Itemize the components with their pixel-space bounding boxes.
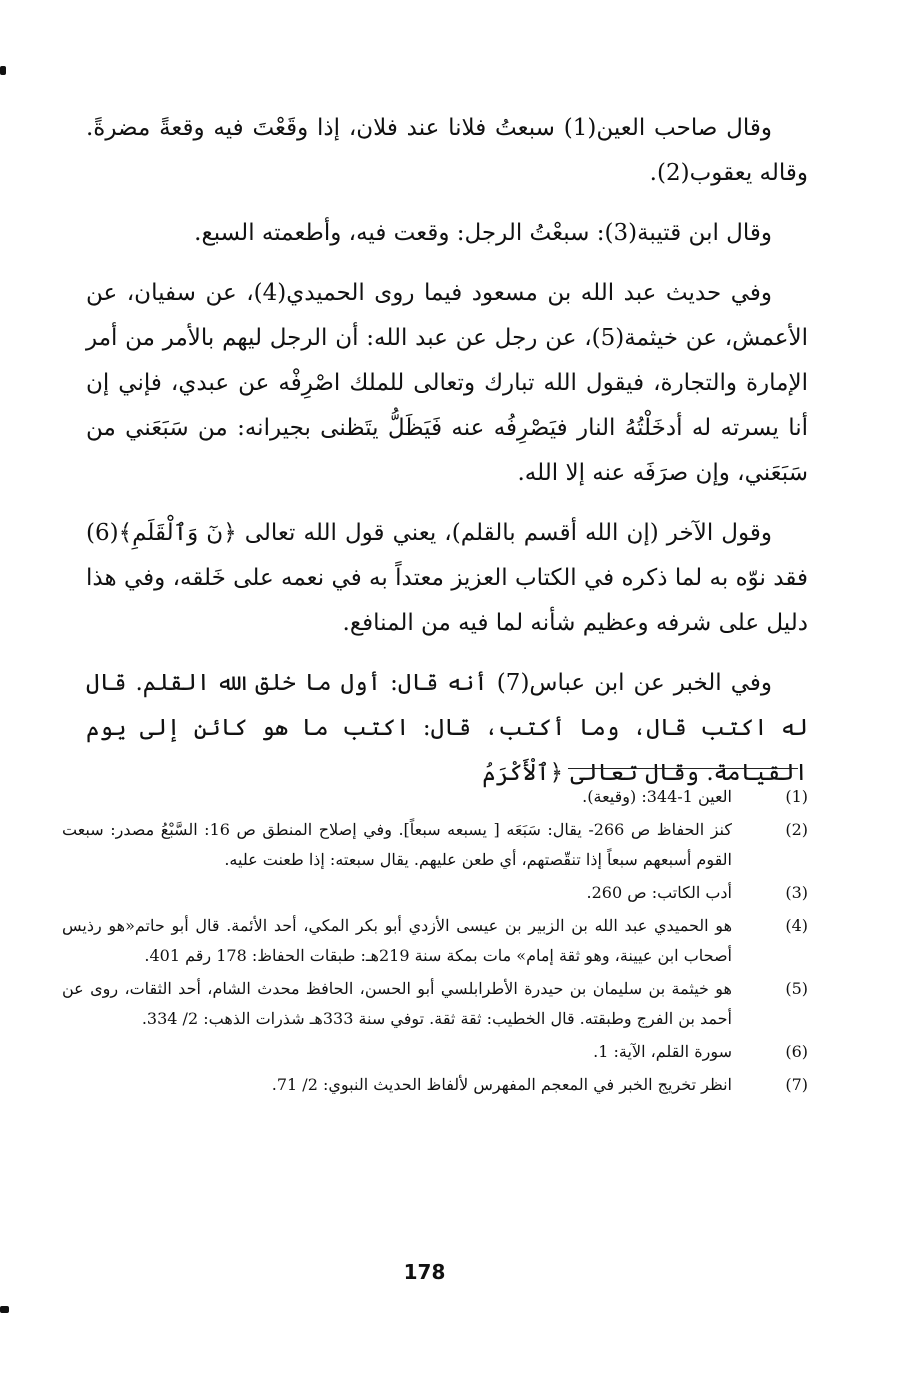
footnote-number: (6)	[785, 1042, 808, 1061]
footnote-number: (1)	[785, 787, 808, 806]
paragraph: وقال ابن قتيبة(3): سبعْتُ الرجل: وقعت فيه، وأطعمته السبع.	[194, 220, 772, 246]
paragraph: وقال صاحب العين(1) سبعتُ فلانا عند فلان، إذا وقَعْتَ فيه وقعةً مضرةً. وقاله يعقوب(2).	[86, 115, 808, 186]
footnote-text: أدب الكاتب: ص 260.	[586, 883, 732, 902]
footnote-number: (4)	[785, 916, 808, 935]
paragraph: وقول الآخر (إن الله أقسم بالقلم)، يعني قول الله تعالى ﴿نٓ وَٱلْقَلَمِ﴾(6) فقد نوّه به لما ذكره في الكتاب العزيز معتداً به في نعمه على خَلقه، وفي هذا دليل على شرفه وعظيم شأنه لما فيه من المنافع.	[86, 520, 808, 636]
footnote-text: كنز الحفاظ ص 266- يقال: سَبَعَه [ يسبعه سبعاً]. وفي إصلاح المنطق ص 16: السَّبْعُ مصدر: سبعت القوم أسبعهم سبعاً إذا تنقّصتهم، أي طعن عليهم. يقال سبعته: إذا طعنت عليه.	[62, 820, 732, 869]
paragraph: وفي الخبر عن ابن عباس(7) أنه قال: أول ما خلق الله القلم. قال له اكتب قال، وما أكتب، قال: اكتب ما هو كائن إلى يوم القيامة. وقال تعالى ﴿ٱلْأَكْرَمُ	[86, 670, 808, 786]
footnote	[62, 911, 808, 971]
scan-mark-top	[0, 66, 6, 75]
footnote	[62, 974, 808, 1034]
footnote-text: العين 1-344: (وقيعة).	[582, 787, 732, 806]
footnote	[62, 815, 808, 875]
paragraph: وفي حديث عبد الله بن مسعود فيما روى الحميدي(4)، عن سفيان، عن الأعمش، عن خيثمة(5)، عن رجل عن عبد الله: أن الرجل ليهم بالأمر من أمر الإمارة والتجارة، فيقول الله تبارك وتعالى للملك اصْرِفْه عن عبدي، فإني إن أنا يسرته له أدخَلْتُهُ النار فيَصْرِفُه عنه فَيَظَلُّ يتَظنى بجيرانه: من سَبَعَني من سَبَعَني، وإن صرَفَه عنه إلا الله.	[86, 280, 809, 486]
footnote-text: انظر تخريج الخبر في المعجم المفهرس لألفاظ الحديث النبوي: 2/ 71.	[271, 1075, 732, 1094]
footnote	[62, 1070, 808, 1100]
footnotes	[62, 782, 808, 1103]
footnote-number: (2)	[785, 820, 808, 839]
page-number: 178	[403, 1260, 446, 1284]
footnote-text: سورة القلم، الآية: 1.	[593, 1042, 732, 1061]
footnote	[62, 878, 808, 908]
footnote-text: هو خيثمة بن سليمان بن حيدرة الأطرابلسي أبو الحسن، الحافظ محدث الشام، أحد الثقات، روى عن أحمد بن الفرج وطبقته. قال الخطيب: ثقة ثقة. توفي سنة 333هـ شذرات الذهب: 2/ 334.	[62, 979, 732, 1028]
footnote-separator	[568, 768, 798, 769]
footnote-number: (3)	[785, 883, 808, 902]
footnote-number: (7)	[785, 1075, 808, 1094]
footnote-text: هو الحميدي عبد الله بن الزبير بن عيسى الأزدي أبو بكر المكي، أحد الأئمة. قال أبو حاتم«هو رذيس أصحاب ابن عيينة، وهو ثقة إمام» مات بمكة سنة 219هـ: طبقات الحفاظ: 178 رقم 401.	[62, 916, 733, 965]
footnote	[62, 782, 808, 812]
main-text	[86, 106, 808, 811]
footnote	[62, 1037, 808, 1067]
scan-mark-bottom	[0, 1306, 9, 1313]
footnote-number: (5)	[785, 979, 808, 998]
